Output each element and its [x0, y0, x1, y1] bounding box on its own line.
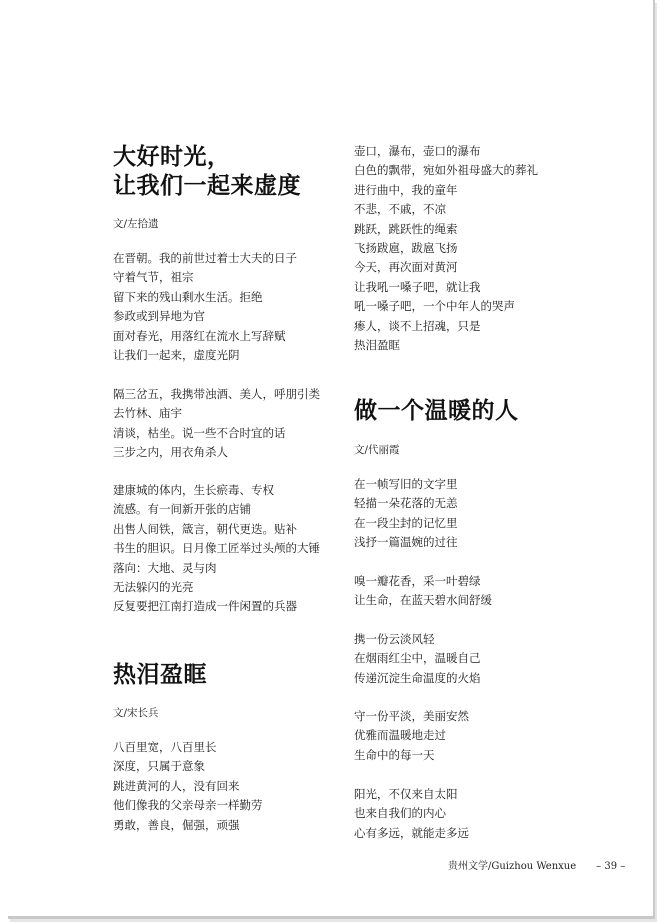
poem-line: 他们像我的父亲母亲一样勤劳: [113, 798, 263, 813]
poem-line: 出售人间铁，箴言，朝代更迭。贴补: [113, 521, 297, 536]
poem-title-2: 热泪盈眶: [113, 661, 207, 688]
poem2-stanza-2: [354, 142, 538, 355]
poem-line: 流感。有一间新开张的店铺: [113, 502, 251, 517]
poem-line: 守一份平淡，美丽安然: [354, 709, 469, 723]
poem-line: 传递沉淀生命温度的火焰: [354, 670, 481, 685]
poem-line: 三步之内，用衣角杀人: [113, 445, 228, 460]
poem-line: 壶口，瀑布，壶口的瀑布: [354, 144, 481, 158]
poem-line: 轻描一朵花落的无恙: [354, 496, 458, 511]
poem3-stanza-5: [354, 785, 469, 843]
poem-line: 隔三岔五，我携带浊酒、美人，呼朋引类: [113, 387, 320, 401]
poem-line: 白色的飘带，宛如外祖母盛大的葬礼: [354, 163, 538, 178]
poem-line: 优雅而温暖地走过: [354, 728, 446, 743]
poem-author-1: 文/左拾遗: [113, 218, 159, 230]
poem-line: 清谈，枯坐。说一些不合时宜的话: [113, 425, 286, 440]
poem-line: 嗅一瓣花香，采一叶碧绿: [354, 574, 481, 588]
poem1-stanza-1: [113, 249, 297, 365]
poem-line: 参政或到异地为官: [113, 309, 205, 324]
poem-title-3: 做一个温暖的人: [354, 397, 519, 424]
poem-line: 阳光，不仅来自太阳: [354, 787, 458, 801]
poem-line: 让我吼一嗓子吧，就让我: [354, 279, 481, 294]
poem-line: 进行曲中，我的童年: [354, 182, 458, 197]
poem-author-3: 文/代丽霞: [354, 444, 400, 456]
poem-line: 让生命，在蓝天碧水间舒缓: [354, 593, 492, 608]
poem-line: 无法躲闪的光亮: [113, 580, 194, 595]
poem-line: 深度，只属于意象: [113, 759, 205, 774]
poem-line: 飞扬跋扈，跋扈飞扬: [354, 241, 458, 256]
poem-line: 热泪盈眶: [354, 338, 400, 353]
poem-line: 今天，再次面对黄河: [354, 260, 458, 275]
magazine-page: [8, 0, 655, 919]
poem-line: 生命中的每一天: [354, 747, 435, 762]
poem-line: 书生的胆识。日月像工匠举过头颅的大锤: [113, 541, 320, 556]
page-number: – 39 –: [596, 861, 626, 872]
poem-author-2: 文/宋长兵: [113, 707, 159, 719]
poem-line: 建康城的体内，生长瘀毒、专权: [113, 483, 274, 497]
poem2-stanza-1: [113, 738, 263, 835]
poem-line: 留下来的残山剩水生活。拒绝: [113, 289, 263, 304]
poem3-stanza-3: [354, 630, 481, 688]
poem-line: 勇敢，善良，倔强，顽强: [113, 817, 240, 832]
poem-line: 在一帧写旧的文字里: [354, 477, 458, 491]
poem-line: 在一段尘封的记忆里: [354, 515, 458, 530]
poem-line: 落向：大地、灵与肉: [113, 560, 217, 575]
poem-line: 守着气节，祖宗: [113, 270, 194, 285]
poem-line: 心有多远，就能走多远: [354, 825, 469, 840]
journal-name: 贵州文学/Guizhou Wenxue: [448, 861, 577, 872]
poem3-stanza-1: [354, 475, 458, 553]
poem-line: 浅抒一篇温婉的过往: [354, 535, 458, 550]
poem-line: 瘆人，谈不上招魂，只是: [354, 318, 481, 333]
poem-line: 去竹林、庙宇: [113, 406, 182, 421]
poem-line: 跳进黄河的人，没有回来: [113, 778, 240, 793]
poem1-stanza-3: [113, 481, 320, 617]
poem-title-1: 大好时光， 让我们一起来虚度: [113, 143, 301, 199]
poem-line: 携一份云淡风轻: [354, 632, 435, 646]
poem-line: 八百里宽，八百里长: [113, 740, 217, 754]
poem-line: 吼一嗓子吧，一个中年人的哭声: [354, 299, 515, 314]
poem3-stanza-4: [354, 707, 469, 765]
poem-line: 不悲，不戚，不凉: [354, 202, 446, 217]
poem1-stanza-2: [113, 385, 320, 463]
poem-line: 也来自我们的内心: [354, 806, 446, 821]
poem-line: 在烟雨红尘中，温暖自己: [354, 651, 481, 666]
page-footer: [448, 860, 625, 874]
poem3-stanza-2: [354, 572, 492, 611]
poem-line: 反复要把江南打造成一件闲置的兵器: [113, 599, 297, 614]
poem-line: 在晋朝。我的前世过着士大夫的日子: [113, 251, 297, 265]
poem-line: 让我们一起来，虚度光阴: [113, 348, 240, 363]
poem-line: 面对春光，用落红在流水上写辞赋: [113, 328, 286, 343]
poem-line: 跳跃，跳跃性的绳索: [354, 221, 458, 236]
